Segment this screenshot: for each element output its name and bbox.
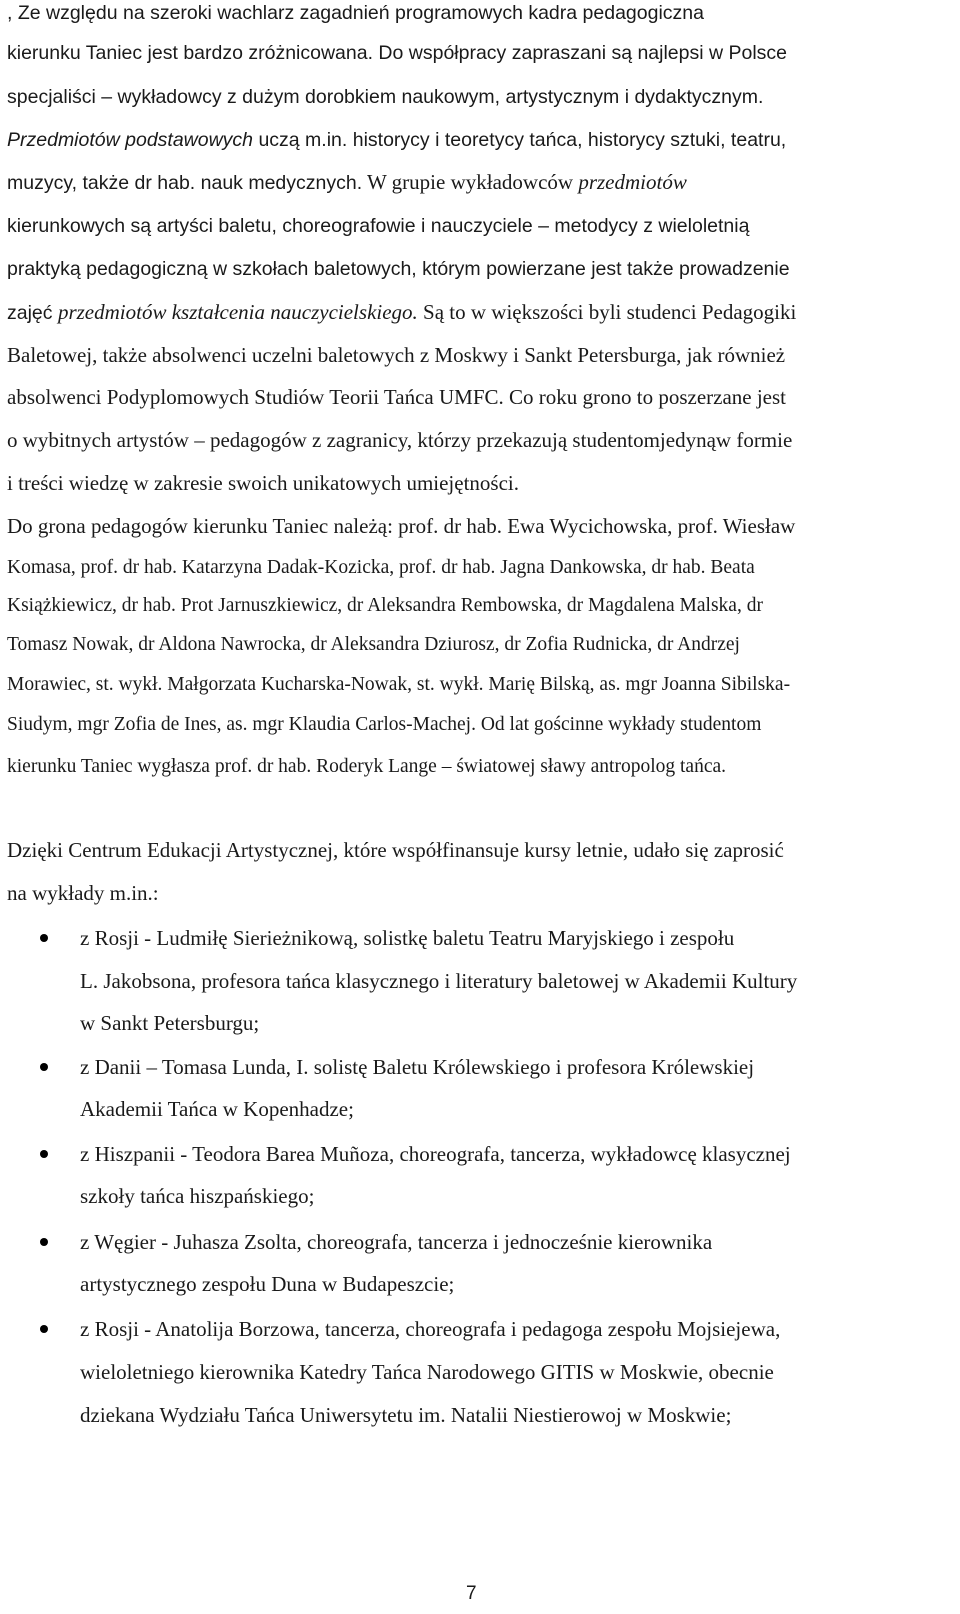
paragraph-line [7,169,687,196]
paragraph-line: o wybitnych artystów – pedagogów z zagranicy, którzy przekazują studentomjedynąw formie [7,428,793,452]
list-item-line: z Rosji - Ludmiłę Sierieżnikową, solistkę baletu Teatru Maryjskiego i zespołu [80,926,735,950]
bullet-icon [40,1150,48,1158]
text-span: Są to w większości byli studenci Pedagogiki [417,300,797,324]
text-span: zajęć [7,302,58,324]
list-item-line: z Rosji - Anatolija Borzowa, tancerza, choreografa i pedagoga zespołu Mojsiejewa, [80,1317,781,1341]
bullet-icon [40,934,48,942]
paragraph-line: Tomasz Nowak, dr Aldona Nawrocka, dr Aleksandra Dziurosz, dr Zofia Rudnicka, dr Andrzej [7,634,740,655]
paragraph-line: kierunkowych są artyści baletu, choreografowie i nauczyciele – metodycy z wieloletnią [7,215,750,237]
bullet-icon [40,1325,48,1333]
paragraph-line: praktyką pedagogiczną w szkołach baletowych, którym powierzane jest także prowadzenie [7,258,790,280]
italic-text: przedmiotów [578,170,687,194]
list-item-line: z Danii – Tomasa Lunda, I. solistę Baletu Królewskiego i profesora Królewskiej [80,1055,755,1079]
paragraph-line: kierunku Taniec wygłasza prof. dr hab. Roderyk Lange – światowej sławy antropolog tańca. [7,756,727,777]
list-item-line: szkoły tańca hiszpańskiego; [80,1184,315,1208]
paragraph-line: specjaliści – wykładowcy z dużym dorobkiem naukowym, artystycznym i dydaktycznym. [7,86,764,108]
list-item-line: dziekana Wydziału Tańca Uniwersytetu im. Natalii Niestierowoj w Moskwie; [80,1403,732,1427]
paragraph-line: absolwenci Podyplomowych Studiów Teorii Tańca UMFC. Co roku grono to poszerzane jest [7,385,787,409]
paragraph-line: Siudym, mgr Zofia de Ines, as. mgr Klaudia Carlos-Machej. Od lat gościnne wykłady studentom [7,714,762,735]
italic-text: przedmiotów kształcenia nauczycielskiego. [57,300,418,324]
text-span: muzycy, także dr hab. nauk medycznych. [7,172,363,194]
list-item-line: artystycznego zespołu Duna w Budapeszcie; [80,1272,455,1296]
paragraph-line: , Ze względu na szeroki wachlarz zagadnień programowych kadra pedagogiczna [7,2,704,24]
text-span: W grupie wykładowców [362,170,579,194]
list-item-line: wieloletniego kierownika Katedry Tańca Narodowego GITIS w Moskwie, obecnie [80,1360,774,1384]
paragraph-line: i treści wiedzę w zakresie swoich unikatowych umiejętności. [7,471,519,495]
paragraph-line: Dzięki Centrum Edukacji Artystycznej, które współfinansuje kursy letnie, udało się zaprosić [7,838,784,862]
paragraph-line [7,299,796,326]
paragraph-line: Komasa, prof. dr hab. Katarzyna Dadak-Kozicka, prof. dr hab. Jagna Dankowska, dr hab. Beata [7,557,755,578]
list-item-line: w Sankt Petersburgu; [80,1011,260,1035]
paragraph-line: Baletowej, także absolwenci uczelni baletowych z Moskwy i Sankt Petersburga, jak również [7,343,786,367]
paragraph-line: kierunku Taniec jest bardzo zróżnicowana. Do współpracy zapraszani są najlepsi w Polsce [7,42,788,64]
paragraph-line: Książkiewicz, dr hab. Prot Jarnuszkiewicz, dr Aleksandra Rembowska, dr Magdalena Malska, dr [7,595,763,616]
list-item-line: Akademii Tańca w Kopenhadze; [80,1097,354,1121]
text-span: uczą m.in. historycy i teoretycy tańca, historycy sztuki, teatru, [253,129,787,151]
list-item-line: z Węgier - Juhasza Zsolta, choreografa, tancerza i jednocześnie kierownika [80,1230,713,1254]
italic-text: Przedmiotów podstawowych [7,129,254,151]
bullet-icon [40,1238,48,1246]
bullet-icon [40,1063,48,1071]
page-number: 7 [466,1583,477,1604]
list-item-line: L. Jakobsona, profesora tańca klasycznego i literatury baletowej w Akademii Kultury [80,969,798,993]
paragraph-line: na wykłady m.in.: [7,881,159,905]
list-item-line: z Hiszpanii - Teodora Barea Muñoza, choreografa, tancerza, wykładowcę klasycznej [80,1142,791,1166]
paragraph-line [7,127,786,153]
paragraph-line: Morawiec, st. wykł. Małgorzata Kucharska-Nowak, st. wykł. Marię Bilską, as. mgr Joanna Sibilska- [7,674,791,695]
paragraph-line: Do grona pedagogów kierunku Taniec należą: prof. dr hab. Ewa Wycichowska, prof. Wiesław [7,514,796,538]
